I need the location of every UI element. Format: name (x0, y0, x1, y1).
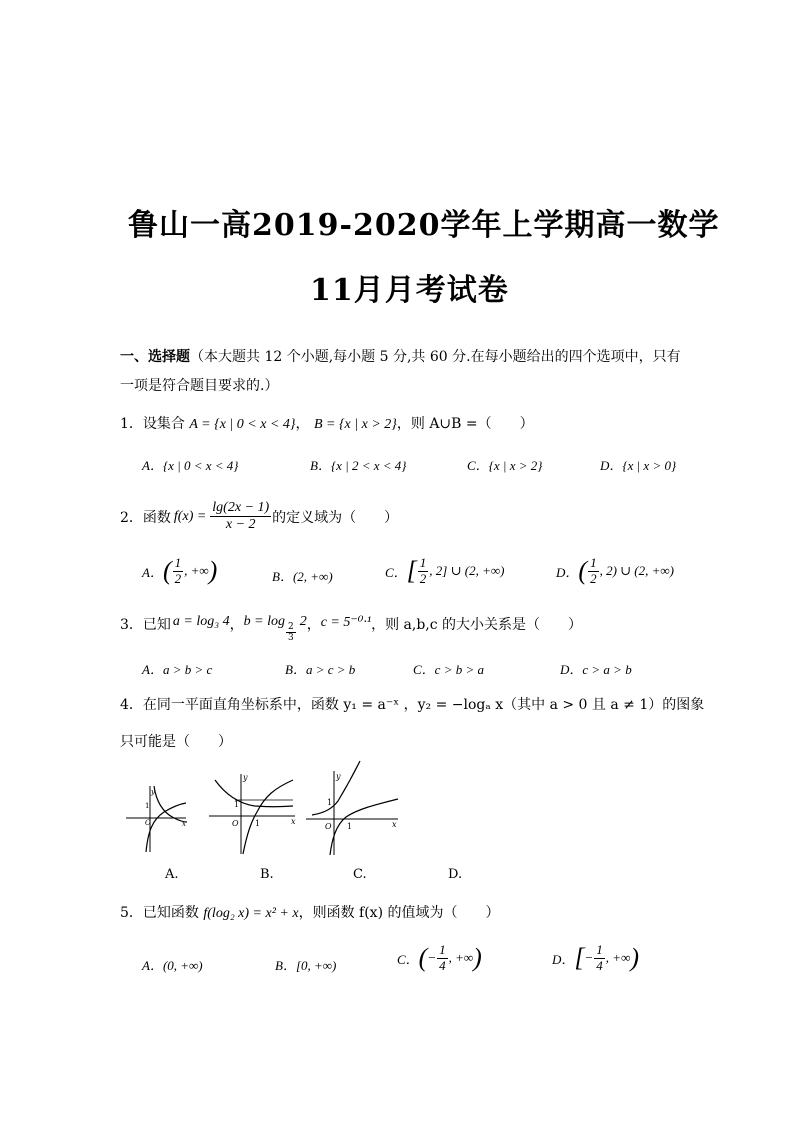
q4-a-axis-y: y (151, 788, 155, 796)
q5-d-open: [ (574, 943, 585, 973)
q5-c-quarter-num: 1 (439, 942, 446, 957)
q2-c-half (418, 556, 429, 587)
q2-option-b (272, 566, 333, 585)
q4-b-origin: O (232, 819, 239, 828)
q2-a-close: ) (208, 556, 218, 586)
q3-option-d: D．c > a > b (560, 662, 632, 677)
q1-set-a: A = {x | 0 < x < 4} (189, 417, 296, 432)
q4-b-axis-y: y (243, 773, 248, 782)
q2-c-label: C． (385, 564, 407, 580)
q4-b-one-y: 1 (234, 800, 240, 809)
question-3: 3．已知 a = log₃ 4 ， b = log $\frac{2}{3}$ 2 ， c = 5⁻⁰·¹ ，则 a,b,c 的大小关系是（ ） (120, 614, 583, 644)
q3-b-def: b = log (243, 614, 285, 629)
q2-d-tail: , 2) ∪ (2, +∞) (599, 563, 674, 579)
q3-lead: 3．已知 (120, 617, 171, 633)
q2-lead: 2．函数 (120, 509, 171, 526)
q2-a-half-num: 1 (174, 555, 182, 570)
q4-label-c: C. (353, 867, 367, 882)
q4-c-one-y: 1 (327, 798, 333, 807)
q4-b-axis-x: x (291, 817, 296, 826)
q2-a-open: ( (162, 556, 172, 586)
q5-d-quarter-den: 4 (596, 957, 603, 973)
q2-d-half (588, 556, 599, 587)
q2-a-half-den: 2 (174, 570, 182, 586)
q4-text-line2: 只可能是（ ） (120, 734, 232, 750)
q2-d-open: ( (578, 556, 588, 586)
q5-c-label: C． (397, 951, 419, 967)
q5-option-c: C． ( − $\frac{1}{4}$ , +∞ ) (397, 942, 482, 973)
q4-a-one: 1 (145, 802, 150, 810)
q2-ask: 的定义域为（ ） (272, 509, 399, 526)
q3-b-base-num: 2 (287, 622, 294, 632)
q3-option-b: B．a > c > b (285, 662, 356, 677)
q2-c-tail: , 2] ∪ (2, +∞) (429, 563, 505, 579)
q2-function: f(x) = (173, 508, 207, 524)
q5-ask: ，则函数 f(x) 的值域为（ ） (298, 905, 500, 921)
q3-b-arg: 2 (299, 614, 307, 629)
q5-c-quarter-den: 4 (439, 957, 446, 973)
q5-d-tail: , +∞ (605, 950, 631, 966)
q5-c-quarter (437, 943, 448, 974)
q2-option-a (142, 556, 217, 587)
q4-graph-c (302, 757, 402, 857)
q4-b-one-x: 1 (255, 819, 261, 828)
q1-option-d: D．{x | x > 0} (600, 458, 677, 473)
q3-option-c: C．c > b > a (413, 662, 484, 677)
q2-denominator: x − 2 (225, 517, 256, 533)
q1-lead: 1．设集合 (120, 416, 185, 432)
exam-title-line1: 鲁山一高2019-2020学年上学期高一数学 (128, 208, 720, 243)
q4-c-axis-y: y (336, 772, 341, 781)
q4-c-origin: O (325, 822, 332, 831)
q5-equation: f(log₂ x) = x² + x (203, 906, 299, 921)
q5-c-tail: , +∞ (448, 950, 474, 966)
q3-b-base-den: 3 (287, 633, 294, 644)
q4-label-a: A. (165, 867, 179, 882)
q3-option-a: A．a > b > c (142, 662, 213, 677)
q2-a-label: A． (142, 564, 163, 580)
q2-option-d (556, 556, 674, 587)
q3-ask: ，则 a,b,c 的大小关系是（ ） (371, 617, 583, 633)
q5-option-d: D． [ − $\frac{1}{4}$ , +∞ ) (552, 942, 640, 973)
question-2 (120, 500, 398, 533)
q5-d-label: D． (552, 951, 575, 967)
q2-c-half-num: 1 (419, 555, 427, 570)
q1-set-b: B = {x | x > 2} (313, 417, 397, 432)
q4-c-one-x: 1 (347, 822, 353, 831)
q2-d-label: D． (556, 564, 579, 580)
section-note-line1: （本大题共 12 个小题,每小题 5 分,共 60 分.在每小题给出的四个选项中，只有 (190, 349, 681, 365)
q2-numerator: lg(2x − 1) (210, 500, 271, 517)
q4-label-b: B. (260, 867, 274, 882)
q4-a-axis-x: x (182, 820, 186, 828)
q4-graph-a (124, 782, 190, 854)
q5-c-open: ( (418, 943, 428, 973)
question-1: 1．设集合 A = {x | 0 < x < 4}， B = {x | x > 2}，则 A∪B =（ ） (120, 416, 534, 432)
q2-option-c (385, 556, 504, 587)
q4-text-line1: 4．在同一平面直角坐标系中，函数 y₁ = a⁻ˣ ，y₂ = −logₐ x（其中 a > 0 且 a ≠ 1）的图象 (120, 697, 705, 713)
q1-option-b: B．{x | 2 < x < 4} (310, 458, 407, 473)
q4-graph-b (205, 772, 300, 856)
exam-title-line2: 11月月考试卷 (310, 273, 509, 308)
q2-a-half (173, 556, 184, 587)
question-5 (120, 902, 500, 922)
q2-c-half-den: 2 (419, 570, 427, 586)
q4-a-origin: O (145, 819, 151, 827)
q2-c-open: [ (406, 556, 417, 586)
q4-label-d: D. (448, 867, 463, 882)
q2-b-text: (2, +∞) (292, 569, 333, 584)
q5-lead: 5．已知函数 (120, 905, 199, 921)
q1-option-c: C．{x | x > 2} (467, 458, 543, 473)
q5-d-quarter (594, 943, 605, 974)
q5-d-quarter-num: 1 (596, 942, 603, 957)
section-header (120, 346, 681, 366)
q4-c-axis-x: x (392, 820, 397, 829)
section-note-line2: 一项是符合题目要求的.） (120, 378, 279, 394)
section-heading: 一、选择题 (120, 349, 190, 365)
q5-d-close: ) (630, 943, 640, 973)
q2-fraction (210, 500, 271, 533)
q3-c-def: c = 5⁻⁰·¹ (320, 615, 372, 630)
q2-b-label: B． (272, 569, 293, 584)
q1-ask: ，则 A∪B =（ ） (396, 416, 534, 432)
q1-option-a: A．{x | 0 < x < 4} (142, 458, 239, 473)
q5-option-a: A．(0, +∞) (142, 958, 203, 973)
q2-d-half-num: 1 (590, 555, 597, 570)
q2-d-half-den: 2 (590, 570, 597, 586)
q5-c-close: ) (473, 943, 482, 973)
q3-b-base (286, 622, 296, 644)
q2-a-tail: , +∞ (184, 563, 209, 579)
q5-option-b: B．[0, +∞) (275, 958, 337, 973)
q3-a-def: a = log₃ 4 (172, 614, 230, 629)
